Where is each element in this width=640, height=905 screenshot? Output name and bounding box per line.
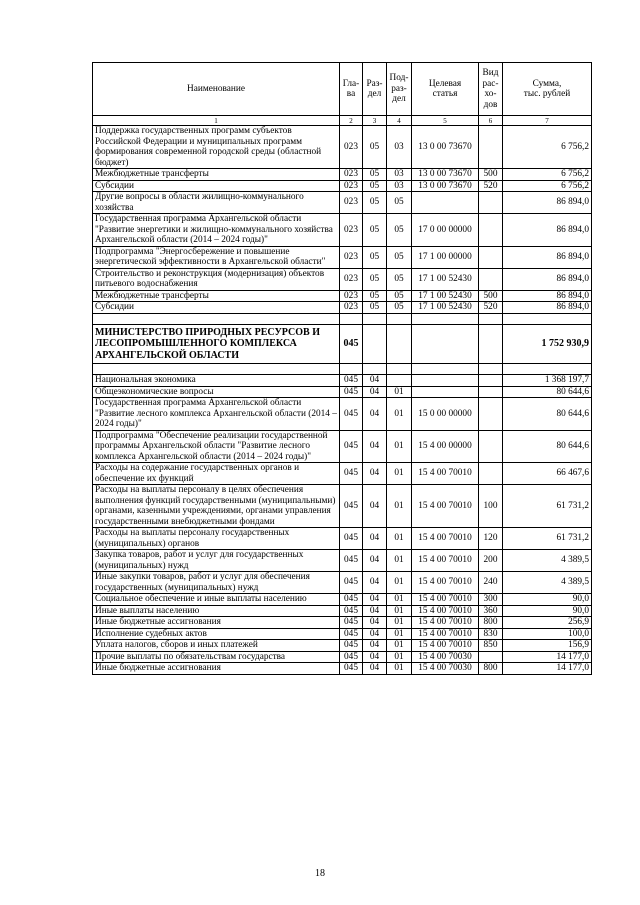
cell-glava: 045 (340, 628, 363, 640)
cell-razdel: 04 (363, 550, 387, 572)
cell-glava: 023 (340, 192, 363, 214)
cell-name: Субсидии (93, 302, 340, 314)
cell-glava: 045 (340, 528, 363, 550)
cell-target: 13 0 00 73670 (412, 126, 479, 169)
cell-sum: 86 894,0 (503, 268, 592, 290)
cell-vid (479, 192, 503, 214)
table-row (93, 214, 592, 247)
cell-sum: 66 467,6 (503, 463, 592, 485)
table-row (93, 386, 592, 398)
cell-razdel: 05 (363, 246, 387, 268)
cell-razdel: 04 (363, 375, 387, 387)
column-number: 5 (412, 116, 479, 126)
cell-podrazdel (387, 313, 412, 324)
cell-razdel: 04 (363, 386, 387, 398)
cell-target (412, 386, 479, 398)
table-row (93, 302, 592, 314)
cell-name (93, 364, 340, 375)
cell-target: 15 0 00 00000 (412, 398, 479, 431)
cell-podrazdel (387, 324, 412, 364)
table-row (93, 617, 592, 629)
cell-name: Другие вопросы в области жилищно-коммунального хозяйства (93, 192, 340, 214)
cell-target: 15 4 00 70010 (412, 617, 479, 629)
cell-podrazdel: 01 (387, 651, 412, 663)
cell-vid: 240 (479, 572, 503, 594)
cell-podrazdel: 01 (387, 463, 412, 485)
table-row (93, 169, 592, 181)
column-number-row (93, 116, 592, 126)
cell-glava (340, 313, 363, 324)
cell-name: Поддержка государственных программ субъектов Российской Федерации и муниципальных программ формирования современной городской среды (областной бюджет) (93, 126, 340, 169)
cell-sum: 86 894,0 (503, 302, 592, 314)
table-row (93, 463, 592, 485)
cell-podrazdel: 01 (387, 485, 412, 528)
cell-name: Иные выплаты населению (93, 605, 340, 617)
cell-podrazdel: 01 (387, 628, 412, 640)
cell-sum: 6 756,2 (503, 169, 592, 181)
cell-vid: 200 (479, 550, 503, 572)
column-number: 1 (93, 116, 340, 126)
cell-podrazdel (387, 375, 412, 387)
cell-vid (479, 375, 503, 387)
cell-target: 15 4 00 70010 (412, 605, 479, 617)
cell-glava: 023 (340, 246, 363, 268)
cell-sum (503, 364, 592, 375)
cell-vid: 850 (479, 640, 503, 652)
spacer-row (93, 313, 592, 324)
table-row (93, 640, 592, 652)
cell-target: 15 4 00 70030 (412, 663, 479, 675)
cell-razdel: 04 (363, 594, 387, 606)
cell-razdel: 05 (363, 169, 387, 181)
cell-target: 15 4 00 70010 (412, 463, 479, 485)
cell-vid (479, 430, 503, 463)
cell-sum: 1 752 930,9 (503, 324, 592, 364)
cell-name (93, 313, 340, 324)
header-razdel: Раз- дел (363, 63, 387, 116)
cell-razdel: 04 (363, 663, 387, 675)
table-row (93, 651, 592, 663)
table-body (93, 126, 592, 675)
table-row (93, 572, 592, 594)
cell-sum: 61 731,2 (503, 485, 592, 528)
cell-vid: 100 (479, 485, 503, 528)
cell-glava: 023 (340, 180, 363, 192)
cell-target: 15 4 00 70010 (412, 628, 479, 640)
page-number: 18 (315, 868, 325, 879)
cell-glava: 023 (340, 268, 363, 290)
table-row (93, 430, 592, 463)
cell-glava: 045 (340, 386, 363, 398)
cell-glava: 045 (340, 324, 363, 364)
cell-podrazdel: 03 (387, 169, 412, 181)
header-glava: Гла- ва (340, 63, 363, 116)
cell-vid (479, 214, 503, 247)
cell-target: 17 1 00 52430 (412, 268, 479, 290)
cell-podrazdel: 05 (387, 268, 412, 290)
cell-target: 15 4 00 70030 (412, 651, 479, 663)
cell-sum: 90,0 (503, 594, 592, 606)
cell-name: Иные бюджетные ассигнования (93, 663, 340, 675)
cell-vid: 360 (479, 605, 503, 617)
cell-vid: 500 (479, 290, 503, 302)
cell-razdel: 05 (363, 290, 387, 302)
cell-sum: 80 644,6 (503, 430, 592, 463)
cell-glava: 045 (340, 398, 363, 431)
cell-target: 15 4 00 00000 (412, 430, 479, 463)
cell-glava: 045 (340, 463, 363, 485)
cell-vid (479, 398, 503, 431)
cell-sum: 256,9 (503, 617, 592, 629)
cell-podrazdel: 03 (387, 126, 412, 169)
cell-target: 17 1 00 00000 (412, 246, 479, 268)
header-sum: Сумма, тыс. рублей (503, 63, 592, 116)
cell-glava: 045 (340, 605, 363, 617)
cell-target: 15 4 00 70010 (412, 528, 479, 550)
cell-name: Иные бюджетные ассигнования (93, 617, 340, 629)
cell-vid: 120 (479, 528, 503, 550)
table-row (93, 126, 592, 169)
column-number: 2 (340, 116, 363, 126)
cell-sum (503, 313, 592, 324)
cell-vid: 520 (479, 302, 503, 314)
cell-glava: 023 (340, 302, 363, 314)
cell-glava: 045 (340, 651, 363, 663)
header-name: Наименование (93, 63, 340, 116)
cell-name: Межбюджетные трансферты (93, 169, 340, 181)
cell-glava: 023 (340, 214, 363, 247)
cell-name: Государственная программа Архангельской области "Развитие лесного комплекса Архангельской области (2014 – 2024 годы)" (93, 398, 340, 431)
cell-podrazdel: 01 (387, 617, 412, 629)
cell-sum: 61 731,2 (503, 528, 592, 550)
cell-target: 15 4 00 70010 (412, 550, 479, 572)
cell-vid (479, 126, 503, 169)
cell-podrazdel: 01 (387, 572, 412, 594)
column-number: 3 (363, 116, 387, 126)
cell-target (412, 313, 479, 324)
cell-sum: 86 894,0 (503, 290, 592, 302)
cell-razdel: 05 (363, 180, 387, 192)
cell-podrazdel: 01 (387, 528, 412, 550)
column-number: 6 (479, 116, 503, 126)
cell-name: Национальная экономика (93, 375, 340, 387)
table-row (93, 180, 592, 192)
cell-razdel: 04 (363, 640, 387, 652)
cell-name: Подпрограмма "Энергосбережение и повышение энергетической эффективности в Архангельской области" (93, 246, 340, 268)
cell-glava: 045 (340, 640, 363, 652)
cell-razdel: 05 (363, 302, 387, 314)
cell-podrazdel: 01 (387, 640, 412, 652)
cell-name: Государственная программа Архангельской области "Развитие энергетики и жилищно-коммунального хозяйства Архангельской области (2014 – 2024 годы)" (93, 214, 340, 247)
cell-glava: 023 (340, 169, 363, 181)
cell-podrazdel: 01 (387, 398, 412, 431)
cell-target: 17 1 00 52430 (412, 302, 479, 314)
cell-target: 15 4 00 70010 (412, 640, 479, 652)
cell-name: Закупка товаров, работ и услуг для государственных (муниципальных) нужд (93, 550, 340, 572)
cell-target (412, 192, 479, 214)
cell-vid: 830 (479, 628, 503, 640)
cell-vid (479, 268, 503, 290)
cell-vid: 300 (479, 594, 503, 606)
cell-podrazdel (387, 364, 412, 375)
cell-razdel: 04 (363, 430, 387, 463)
table-row (93, 375, 592, 387)
cell-name: МИНИСТЕРСТВО ПРИРОДНЫХ РЕСУРСОВ И ЛЕСОПРОМЫШЛЕННОГО КОМПЛЕКСА АРХАНГЕЛЬСКОЙ ОБЛАСТИ (93, 324, 340, 364)
cell-sum: 4 389,5 (503, 572, 592, 594)
header-vid: Вид рас- хо- дов (479, 63, 503, 116)
column-number: 7 (503, 116, 592, 126)
cell-name: Расходы на содержание государственных органов и обеспечение их функций (93, 463, 340, 485)
spacer-row (93, 364, 592, 375)
cell-name: Исполнение судебных актов (93, 628, 340, 640)
table-row (93, 605, 592, 617)
cell-razdel: 04 (363, 617, 387, 629)
table-header-row (93, 63, 592, 116)
cell-sum: 80 644,6 (503, 398, 592, 431)
cell-glava (340, 364, 363, 375)
cell-target: 17 1 00 52430 (412, 290, 479, 302)
cell-vid (479, 364, 503, 375)
cell-sum: 90,0 (503, 605, 592, 617)
cell-podrazdel: 01 (387, 663, 412, 675)
cell-razdel: 05 (363, 126, 387, 169)
cell-name: Прочие выплаты по обязательствам государства (93, 651, 340, 663)
cell-sum: 14 177,0 (503, 651, 592, 663)
cell-target (412, 375, 479, 387)
cell-sum: 86 894,0 (503, 192, 592, 214)
cell-glava: 045 (340, 430, 363, 463)
cell-podrazdel: 01 (387, 605, 412, 617)
cell-podrazdel: 01 (387, 386, 412, 398)
cell-target: 15 4 00 70010 (412, 594, 479, 606)
cell-target: 15 4 00 70010 (412, 485, 479, 528)
table-row (93, 192, 592, 214)
cell-target: 17 0 00 00000 (412, 214, 479, 247)
cell-vid: 800 (479, 663, 503, 675)
cell-vid (479, 313, 503, 324)
cell-razdel: 05 (363, 214, 387, 247)
cell-glava: 045 (340, 550, 363, 572)
cell-razdel: 04 (363, 605, 387, 617)
column-number: 4 (387, 116, 412, 126)
cell-razdel: 05 (363, 268, 387, 290)
cell-glava: 045 (340, 663, 363, 675)
cell-podrazdel: 05 (387, 302, 412, 314)
cell-razdel: 04 (363, 572, 387, 594)
cell-vid: 500 (479, 169, 503, 181)
cell-name: Подпрограмма "Обеспечение реализации государственной программы Архангельской области "Развитие лесного комплекса Архангельской области (2014 – 2024 годы)" (93, 430, 340, 463)
cell-sum: 100,0 (503, 628, 592, 640)
cell-razdel (363, 313, 387, 324)
cell-sum: 86 894,0 (503, 246, 592, 268)
cell-sum: 6 756,2 (503, 126, 592, 169)
cell-glava: 045 (340, 485, 363, 528)
cell-razdel (363, 324, 387, 364)
cell-vid (479, 463, 503, 485)
cell-sum: 80 644,6 (503, 386, 592, 398)
section-header-row (93, 324, 592, 364)
cell-sum: 4 389,5 (503, 550, 592, 572)
cell-sum: 1 368 197,7 (503, 375, 592, 387)
cell-razdel: 04 (363, 463, 387, 485)
cell-razdel: 04 (363, 651, 387, 663)
cell-vid: 800 (479, 617, 503, 629)
table-row (93, 246, 592, 268)
cell-target (412, 364, 479, 375)
budget-table (92, 62, 592, 675)
cell-podrazdel: 05 (387, 290, 412, 302)
table-row (93, 663, 592, 675)
cell-sum: 14 177,0 (503, 663, 592, 675)
cell-glava: 045 (340, 594, 363, 606)
cell-razdel (363, 364, 387, 375)
cell-razdel: 05 (363, 192, 387, 214)
cell-podrazdel: 01 (387, 594, 412, 606)
header-target: Целевая статья (412, 63, 479, 116)
cell-glava: 023 (340, 126, 363, 169)
cell-vid (479, 386, 503, 398)
cell-name: Субсидии (93, 180, 340, 192)
cell-razdel: 04 (363, 398, 387, 431)
cell-sum: 6 756,2 (503, 180, 592, 192)
cell-name: Социальное обеспечение и иные выплаты населению (93, 594, 340, 606)
table-row (93, 485, 592, 528)
cell-name: Строительство и реконструкция (модернизация) объектов питьевого водоснабжения (93, 268, 340, 290)
cell-podrazdel: 05 (387, 192, 412, 214)
cell-name: Иные закупки товаров, работ и услуг для обеспечения государственных (муниципальных) нужд (93, 572, 340, 594)
cell-name: Уплата налогов, сборов и иных платежей (93, 640, 340, 652)
table-row (93, 628, 592, 640)
table-row (93, 550, 592, 572)
cell-glava: 045 (340, 617, 363, 629)
table-row (93, 290, 592, 302)
cell-razdel: 04 (363, 528, 387, 550)
cell-sum: 86 894,0 (503, 214, 592, 247)
cell-vid (479, 246, 503, 268)
cell-podrazdel: 01 (387, 430, 412, 463)
cell-vid (479, 651, 503, 663)
cell-razdel: 04 (363, 628, 387, 640)
cell-sum: 156,9 (503, 640, 592, 652)
cell-glava: 023 (340, 290, 363, 302)
cell-target: 13 0 00 73670 (412, 180, 479, 192)
cell-name: Расходы на выплаты персоналу государственных (муниципальных) органов (93, 528, 340, 550)
table-row (93, 268, 592, 290)
cell-podrazdel: 05 (387, 214, 412, 247)
cell-podrazdel: 05 (387, 246, 412, 268)
cell-podrazdel: 01 (387, 550, 412, 572)
cell-name: Общеэкономические вопросы (93, 386, 340, 398)
cell-name: Расходы на выплаты персоналу в целях обеспечения выполнения функций государственными (муниципальными) органами, казенными учреждениями, органами управления государственными внебюджетными фондами (93, 485, 340, 528)
cell-glava: 045 (340, 375, 363, 387)
cell-target: 15 4 00 70010 (412, 572, 479, 594)
table-row (93, 594, 592, 606)
cell-vid: 520 (479, 180, 503, 192)
cell-podrazdel: 03 (387, 180, 412, 192)
cell-target (412, 324, 479, 364)
cell-razdel: 04 (363, 485, 387, 528)
cell-glava: 045 (340, 572, 363, 594)
cell-name: Межбюджетные трансферты (93, 290, 340, 302)
header-podrazdel: Под- раз- дел (387, 63, 412, 116)
table-row (93, 528, 592, 550)
table-row (93, 398, 592, 431)
cell-target: 13 0 00 73670 (412, 169, 479, 181)
cell-vid (479, 324, 503, 364)
